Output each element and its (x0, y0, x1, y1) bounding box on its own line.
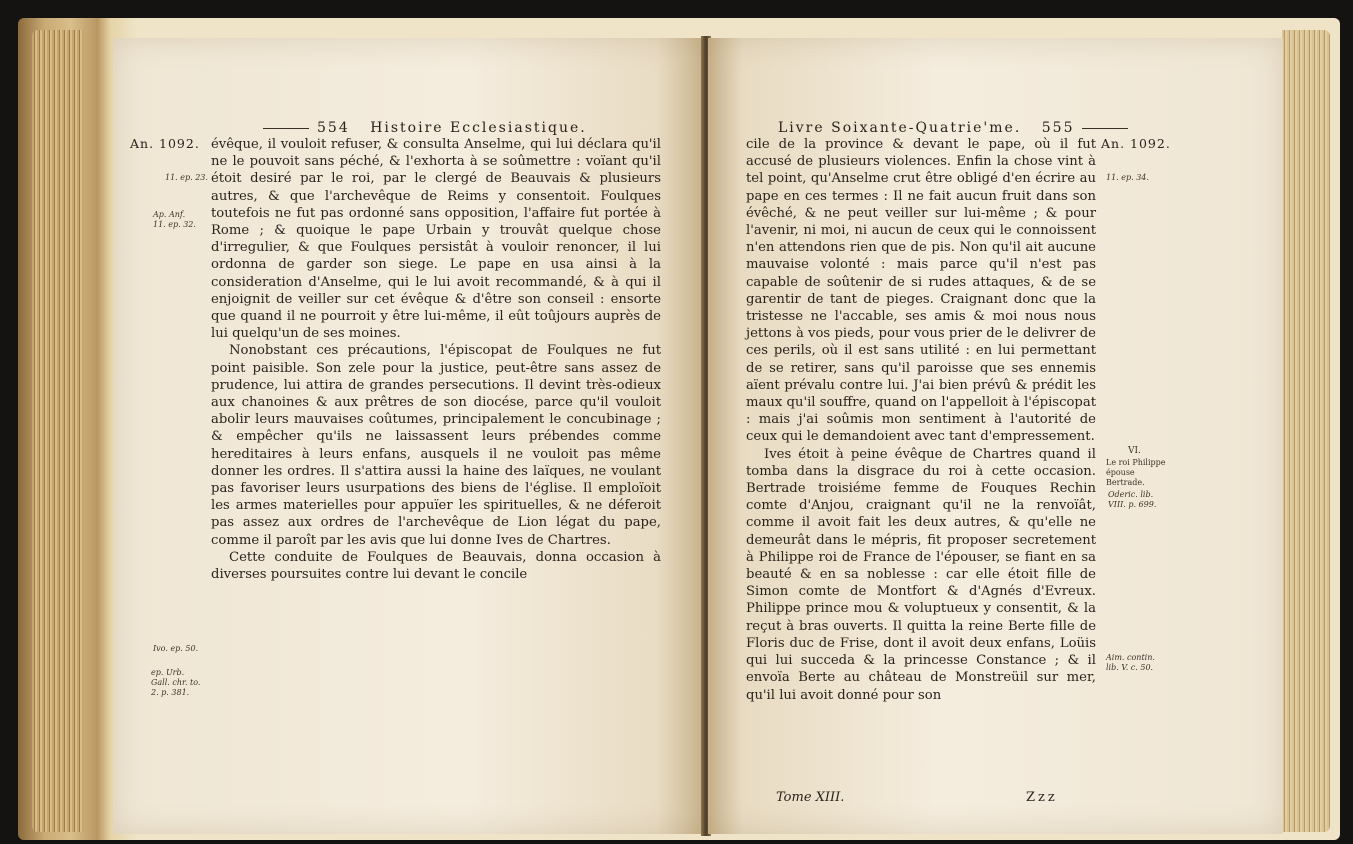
left-paragraph-2: Nonobstant ces précautions, l'épiscopat de Foulques ne fut point paisible. Son zele pour la justice, peut-être sans assez de prudence, lui attira de grandes persecutions. Il devint très-odieux aux chanoines & aux prêtres de son diocése, parce qu'il vouloit abolir leurs mauvaises coûtumes, principalement le concubinage ; & empêcher qu'ils ne laissassent leurs prébendes comme hereditaires à leurs enfans, ausquels il ne vouloit pas même donner les ordres. Il s'attira aussi la haine des laïques, ne voulant pas favoriser leurs usurpations des biens de l'église. Il emploïoit les armes materielles pour appuïer les spirituelles, & ne déferoit pas assez aux ordres de l'archevêque de Lion légat du pape, comme il paroît par les avis que lui donne Ives de Chartres. (211, 343, 661, 548)
left-paragraph-3: Cette conduite de Foulques de Beauvais, donna occasion à diverses poursuites contre lui devant le concile (211, 549, 661, 583)
footer-volume: Tome XIII. (776, 790, 845, 805)
left-page-edges (32, 30, 84, 832)
left-paragraph-1: évêque, il vouloit refuser, & consulta Anselme, qui lui déclara qu'il ne le pouvoit sans péché, & l'exhorta à se soûmettre : voïant qu'il étoit desiré par le roi, par le clergé de Beauvais & plusieurs autres, & que l'archevêque de Reims y consentoit. Foulques toutefois ne fut pas ordonné sans opposition, l'affaire fut portée à Rome ; & quoique le pape Urbain y trouvât quelque chose d'irregulier, & que Foulques persistât à vouloir renoncer, il lui ordonna de garder son siege. Le pape en usa ainsi à la consideration d'Anselme, qui le lui avoit recommandé, & à qui il enjoignit de veiller sur cet évêque & d'être son conseil : ensorte que quand il ne pourroit y être lui-même, il eût toûjours auprès de lui quelqu'un de ses moines. (211, 137, 661, 342)
right-margin-note-2: VI. (1128, 446, 1141, 456)
header-rule (1082, 128, 1128, 129)
left-margin-note-1: 11. ep. 23. (165, 173, 208, 182)
right-paragraph-2: Ives étoit à peine évêque de Chartres quand il tomba dans la disgrace du roi à cette occasion. Bertrade troisiéme femme de Fouques Rechin comte d'Anjou, craignant qu'il ne la renvoïât, comme il avoit fait les deux autres, & qu'elle ne demeurât dans le mépris, fit proposer secretement à Philippe roi de France de l'épouser, se fiant en sa beauté & en sa noblesse : car elle étoit fille de Simon comte de Montfort & d'Agnés d'Evreux. Philippe prince mou & voluptueux y consentit, & la reçut à bras ouverts. Il quitta la reine Berte fille de Floris duc de Frise, dont il avoit deux enfans, Loüis qui lui succeda & la princesse Constance ; & il envoïa Berte au château de Monstreüil sur mer, qu'il lui avoit donné pour son (746, 446, 1096, 703)
header-rule (263, 128, 309, 129)
right-margin-year: An. 1092. (1101, 136, 1171, 151)
left-page (113, 38, 703, 834)
left-margin-note-3: Ivo. ep. 50. (153, 644, 199, 653)
right-margin-note-3: Le roi Philippe épouse Bertrade. (1106, 458, 1166, 487)
left-running-title: Histoire Ecclesiastique. (370, 120, 587, 136)
right-page (708, 38, 1283, 834)
left-margin-note-2: Ap. Anf. 11. ep. 32. (153, 210, 196, 229)
left-margin-note-4: ep. Urb. Gall. chr. to. 2. p. 381. (151, 668, 201, 697)
right-running-title: Livre Soixante-Quatrie'me. (778, 120, 1022, 136)
right-margin-note-1: 11. ep. 34. (1106, 173, 1149, 182)
right-page-number: 555 (1041, 120, 1075, 136)
open-book (18, 18, 1340, 840)
right-page-edges (1282, 30, 1330, 832)
right-paragraph-1: cile de la province & devant le pape, où il fut accusé de plusieurs violences. Enfin la chose vint à tel point, qu'Anselme crut être obligé d'en écrire au pape en ces termes : Il ne fait aucun fruit dans son évêché, & ne peut veiller sur lui-même ; & pour l'avenir, ni moi, ni aucun de ceux qui le connoissent n'en attendons rien que de pis. Non qu'il ait aucune mauvaise volonté : mais parce qu'il n'est pas capable de soûtenir de si rudes attaques, & de se garentir de tant de pieges. Craignant donc que la tristesse ne l'accable, ses amis & moi nous nous jettons à vos pieds, pour vous prier de le delivrer de ces perils, où il est sans utilité : en lui permettant de se retirer, sans qu'il paroisse que ses ennemis aïent prévalu contre lui. J'ai bien prévû & prédit les maux qu'il souffre, quand on l'appelloit à l'épiscopat : mais j'ai soûmis mon sentiment à l'autorité de ceux qui le demandoient avec tant d'empressement. (746, 137, 1096, 445)
left-body-text (211, 136, 661, 583)
right-body-text (746, 136, 1096, 704)
footer-signature: Zzz (1026, 790, 1058, 805)
left-page-number: 554 (317, 120, 350, 136)
left-margin-year: An. 1092. (130, 136, 200, 151)
right-margin-note-5: Aim. contin. lib. V. c. 50. (1106, 653, 1155, 672)
right-margin-note-4: Oderic. lib. VIII. p. 699. (1108, 490, 1157, 509)
